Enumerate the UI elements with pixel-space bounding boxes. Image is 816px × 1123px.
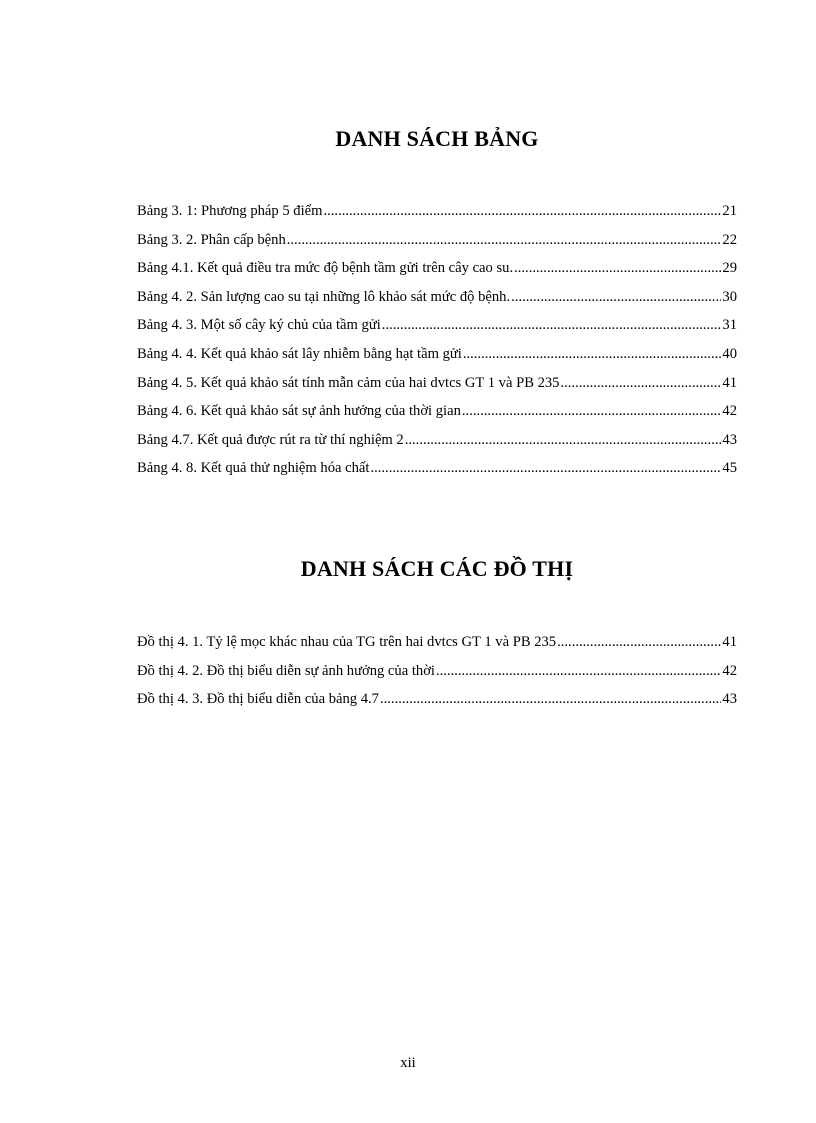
- tables-section: [137, 126, 737, 483]
- entry-label: Bảng 3. 1: Phương pháp 5 điểm: [137, 203, 323, 219]
- entry-page-number: 45: [722, 460, 737, 477]
- dot-leader: [462, 397, 722, 426]
- entry-label: Bảng 4. 2. Sản lượng cao su tại những lô khảo sát mức độ bệnh.: [137, 288, 511, 305]
- charts-section-title: DANH SÁCH CÁC ĐỒ THỊ: [300, 556, 574, 581]
- charts-list: [137, 628, 737, 714]
- list-item[interactable]: [137, 426, 737, 455]
- entry-label: Bảng 4. 8. Kết quả thử nghiệm hóa chất: [137, 460, 370, 477]
- list-item[interactable]: [137, 685, 737, 714]
- entry-page-number: 42: [722, 403, 737, 420]
- dot-leader: [382, 311, 722, 340]
- dot-leader: [463, 340, 722, 369]
- list-item[interactable]: [137, 628, 737, 657]
- entry-page-number: 21: [722, 203, 737, 219]
- entry-label: Bảng 4. 6. Kết quả khảo sát sự ảnh hưởng của thời gian: [137, 403, 461, 420]
- dot-leader: [560, 369, 721, 398]
- entry-label: Bảng 4. 4. Kết quả khảo sát lây nhiễm bằng hạt tầm gửi: [137, 345, 462, 362]
- entry-label: Đồ thị 4. 3. Đồ thị biểu diễn của bảng 4.7: [137, 691, 379, 708]
- page-number: xii: [400, 1055, 416, 1071]
- dot-leader: [557, 628, 721, 657]
- charts-section: [137, 556, 737, 714]
- entry-page-number: 43: [722, 431, 737, 448]
- dot-leader: [514, 254, 721, 283]
- entry-page-number: 30: [722, 288, 737, 305]
- dot-leader: [436, 657, 721, 686]
- list-item[interactable]: [137, 283, 737, 312]
- list-item[interactable]: [137, 226, 737, 255]
- list-item[interactable]: [137, 454, 737, 483]
- dot-leader: [370, 454, 721, 483]
- list-item[interactable]: [137, 197, 737, 226]
- entry-label: Bảng 3. 2. Phân cấp bệnh: [137, 231, 286, 248]
- entry-page-number: 42: [722, 662, 737, 679]
- list-item[interactable]: [137, 311, 737, 340]
- entry-page-number: 41: [722, 634, 737, 650]
- tables-section-title: DANH SÁCH BẢNG: [335, 126, 539, 151]
- tables-list: [137, 197, 737, 483]
- dot-leader: [511, 283, 721, 312]
- list-item[interactable]: [137, 369, 737, 398]
- dot-leader: [287, 226, 722, 255]
- entry-label: Bảng 4. 5. Kết quả khảo sát tính mẫn cảm của hai dvtcs GT 1 và PB 235: [137, 374, 560, 391]
- entry-label: Đồ thị 4. 1. Tỷ lệ mọc khác nhau của TG trên hai dvtcs GT 1 và PB 235: [137, 634, 557, 650]
- entry-page-number: 31: [722, 317, 737, 334]
- list-item[interactable]: [137, 254, 737, 283]
- dot-leader: [405, 426, 722, 455]
- dot-leader: [380, 685, 721, 714]
- entry-page-number: 22: [722, 231, 737, 248]
- entry-label: Bảng 4. 3. Một số cây ký chủ của tầm gửi: [137, 317, 381, 334]
- list-item[interactable]: [137, 657, 737, 686]
- entry-label: Bảng 4.1. Kết quả điều tra mức độ bệnh tầm gửi trên cây cao su.: [137, 260, 514, 277]
- entry-page-number: 29: [722, 260, 737, 277]
- entry-page-number: 43: [722, 691, 737, 708]
- entry-page-number: 41: [722, 374, 737, 391]
- list-item[interactable]: [137, 340, 737, 369]
- dot-leader: [323, 197, 721, 226]
- entry-label: Đồ thị 4. 2. Đồ thị biểu diễn sự ảnh hưởng của thời: [137, 662, 435, 679]
- entry-page-number: 40: [722, 345, 737, 362]
- entry-label: Bảng 4.7. Kết quả được rút ra từ thí nghiệm 2: [137, 431, 404, 448]
- list-item[interactable]: [137, 397, 737, 426]
